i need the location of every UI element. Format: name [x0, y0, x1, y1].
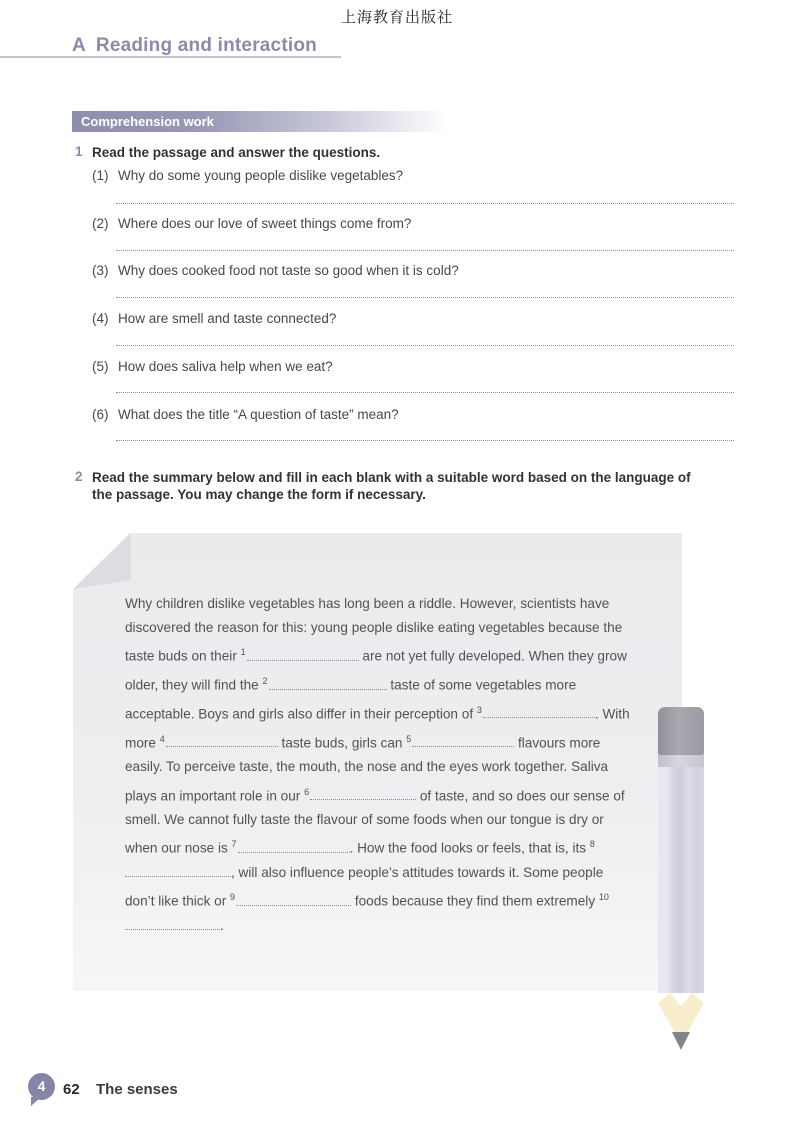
exercise1-header: [75, 144, 735, 161]
fill-blank-2: [263, 678, 387, 693]
blank-number: 10: [598, 892, 609, 903]
question-text: How are smell and taste connected?: [118, 311, 337, 326]
exercise2-number: 2: [75, 469, 83, 484]
answer-line: [116, 290, 734, 298]
fill-blank-9: [230, 894, 351, 909]
summary-text-segment: taste buds, girls can: [277, 735, 407, 751]
blank-number: 1: [240, 647, 246, 658]
question-row: [92, 407, 399, 422]
summary-text-segment: flavours more easily. To perceive taste, the mouth, the nose and the eyes work together. Saliva plays an important role in our: [125, 735, 609, 804]
pencil-body: [658, 767, 704, 993]
section-heading: [72, 35, 317, 57]
summary-text-segment: foods because they find them extremely: [351, 893, 599, 909]
question-text: Why do some young people dislike vegetables?: [118, 168, 404, 183]
question-number: (4): [92, 311, 109, 326]
blank-number: 5: [406, 733, 412, 744]
blank-number: 3: [476, 704, 482, 715]
fill-blank-1: [241, 649, 359, 664]
question-row: [92, 263, 459, 278]
question-number: (5): [92, 359, 109, 374]
blank-dotted-line: [483, 707, 595, 718]
blank-number: 6: [304, 786, 310, 797]
folded-corner: [73, 533, 131, 589]
question-row: [92, 216, 411, 231]
blank-dotted-line: [125, 866, 231, 877]
question-number: (3): [92, 263, 109, 278]
question-text: Where does our love of sweet things come from?: [118, 216, 412, 231]
blank-dotted-line: [236, 895, 351, 906]
exercise2-instruction: Read the summary below and fill in each blank with a suitable word based on the language of the passage. You may change the form if necessary.: [92, 470, 691, 502]
answer-line: [116, 433, 734, 441]
pencil-illustration: [658, 707, 704, 1039]
pencil-lead-point: [672, 1032, 690, 1050]
blank-number: 4: [159, 733, 165, 744]
answer-line: [116, 243, 734, 251]
question-number: (2): [92, 216, 109, 231]
blank-dotted-line: [247, 650, 359, 661]
summary-text-segment: , will also influence people’s attitudes towards it. Some people don’t like thick or: [125, 865, 604, 909]
question-row: [92, 359, 333, 374]
blank-dotted-line: [166, 736, 278, 747]
blank-dotted-line: [310, 789, 416, 800]
answer-line: [116, 385, 734, 393]
answer-line: [116, 196, 734, 204]
unit-number-badge: 4: [28, 1073, 55, 1100]
pencil-eraser: [658, 707, 704, 755]
section-title: Reading and interaction: [95, 35, 317, 56]
summary-text-segment: . How the food looks or feels, that is, its: [349, 841, 590, 857]
question-text: How does saliva help when we eat?: [118, 359, 333, 374]
blank-number: 9: [230, 892, 236, 903]
answer-line: [116, 338, 734, 346]
summary-text-segment: taste of some vegetables more acceptable. Boys and girls also differ in their perception of: [125, 677, 577, 722]
fill-blank-3: [477, 706, 595, 721]
fill-blank-6: [304, 788, 416, 803]
summary-text-segment: .: [220, 918, 224, 934]
fill-blank-4: [160, 735, 278, 750]
summary-text-segment: Why children dislike vegetables has long been a riddle. However, scientists have discovered the reason for this: young people dislike eating vegetables because the taste buds on their: [125, 596, 623, 664]
question-number: (6): [92, 407, 109, 422]
exercise2-header: [75, 469, 710, 503]
question-row: [92, 168, 403, 183]
unit-number-badge-tail: [31, 1097, 41, 1106]
blank-dotted-line: [125, 919, 220, 930]
pencil-band: [658, 755, 704, 767]
blank-dotted-line: [412, 736, 514, 747]
blank-dotted-line: [269, 679, 387, 690]
exercise1-number: 1: [75, 144, 83, 159]
page-number: 62: [63, 1081, 80, 1098]
blank-number: 7: [231, 839, 237, 850]
question-row: [92, 311, 336, 326]
blank-number: 2: [262, 676, 268, 687]
unit-title: The senses: [96, 1081, 178, 1098]
question-text: What does the title “A question of taste” mean?: [118, 407, 399, 422]
summary-text-segment: are not yet fully developed. When they grow older, they will find the: [125, 648, 627, 693]
summary-text: [125, 592, 632, 938]
section-letter: A: [72, 35, 86, 56]
exercise1-instruction: Read the passage and answer the questions.: [92, 145, 381, 160]
fill-blank-7: [232, 841, 350, 856]
question-text: Why does cooked food not taste so good when it is cold?: [118, 263, 459, 278]
blank-dotted-line: [238, 842, 350, 853]
fill-blank-5: [406, 735, 514, 750]
summary-text-segment: of taste, and so does our sense of smell. We cannot fully taste the flavour of some foods when our tongue is dry or when our nose is: [125, 788, 625, 857]
summary-text-segment: . With more: [125, 706, 630, 751]
publisher-header: 上海教育出版社: [340, 10, 453, 26]
comprehension-work-banner: Comprehension work: [72, 111, 464, 132]
question-number: (1): [92, 168, 109, 183]
blank-number: 8: [589, 839, 595, 850]
